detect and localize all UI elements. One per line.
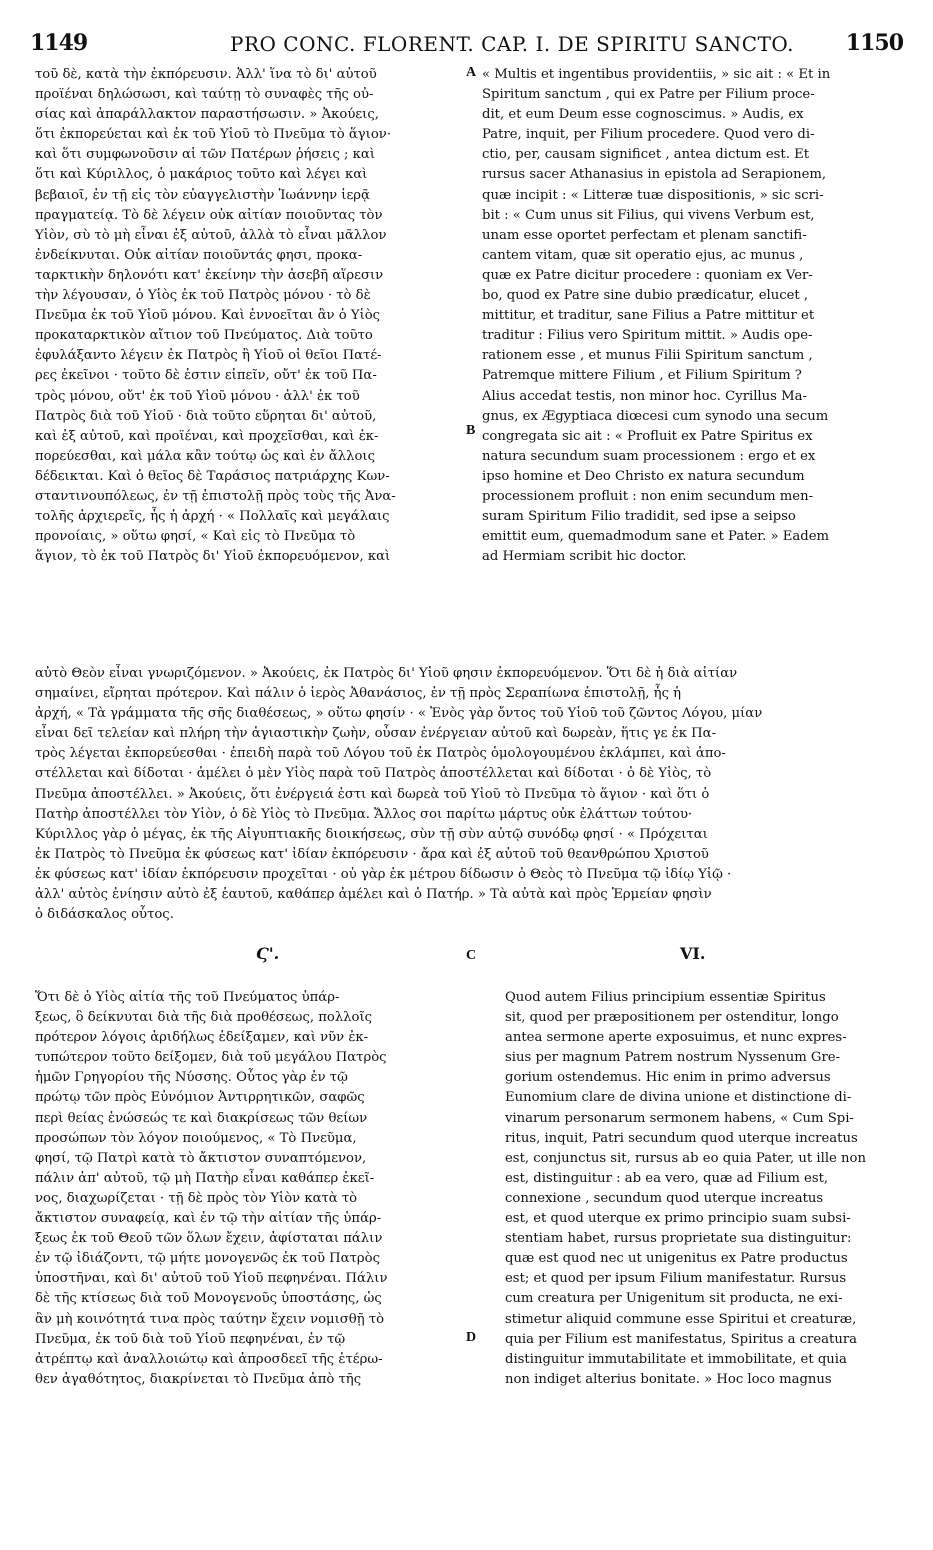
text-line: rursus sacer Athanasius in epistola ad Serapionem,: [482, 167, 827, 183]
greek-column-top: [35, 65, 463, 567]
text-line: gorium ostendemus. Hic enim in primo adversus: [505, 1070, 831, 1086]
text-line: ξεως ἐκ τοῦ Θεοῦ τῶν ὅλων ἔχειν, ἀφίσταται πάλιν: [35, 1231, 383, 1247]
text-line: Πνεῦμα ἐκ τοῦ Υἱοῦ μόνου. Καὶ ἐννοεῖται ἂν ὁ Υἱὸς: [35, 308, 381, 324]
text-line: traditur : Filius vero Spiritum mittit. » Audis ope-: [482, 328, 813, 344]
text-line: quia per Filium est manifestatus, Spiritus a creatura: [505, 1331, 857, 1347]
text-line: est, conjunctus sit, rursus ab eo quia Pater, ut ille non: [505, 1150, 866, 1166]
text-line: ὑποστῆναι, καὶ δι' αὐτοῦ τοῦ Υἱοῦ πεφηνέναι. Πάλιν: [35, 1271, 388, 1287]
text-line: τρὸς μόνου, οὔτ' ἐκ τοῦ Υἱοῦ μόνου · ἀλλ' ἐκ τοῦ: [35, 388, 360, 404]
text-line: bit : « Cum unus sit Filius, qui vivens Verbum est,: [482, 207, 815, 223]
text-line: Spiritum sanctum , qui ex Patre per Filium proce-: [482, 87, 815, 103]
text-line: τρὸς λέγεται ἐκπορεύεσθαι · ἐπειδὴ παρὰ τοῦ Λόγου τοῦ ἐκ Πατρὸς ὁμολογουμένου ἐκλάμπει, καὶ ἀπο-: [35, 746, 726, 762]
text-line: σταντινουπόλεως, ἐν τῇ ἐπιστολῇ πρὸς τοὺς τῆς Ἀνα-: [35, 488, 396, 504]
text-line: ταρκτικὴν δηλονότι κατ' ἐκείνην τὴν ἀσεβῆ αἵρεσιν: [35, 267, 384, 283]
text-line: ἀτρέπτῳ καὶ ἀναλλοιώτῳ καὶ ἀπροσδεεῖ τῆς ἑτέρω-: [35, 1351, 383, 1367]
text-line: αὐτὸ Θεὸν εἶναι γνωριζόμενον. » Ἀκούεις, ἐκ Πατρὸς δι' Υἱοῦ φησιν ἐκπορευόμενον. Ὅτι δὲ ἡ διὰ αἰτίαν: [35, 666, 738, 681]
text-line: ὁ διδάσκαλος οὗτος.: [35, 907, 174, 923]
text-line: suram Spiritum Filio tradidit, sed ipse a seipso: [482, 509, 796, 525]
text-line: προσώπων τὸν λόγον ποιούμενος, « Τὸ Πνεῦμα,: [35, 1130, 357, 1146]
page-number-left: 1149: [30, 30, 88, 56]
text-line: ἅγιον, τὸ ἐκ τοῦ Πατρὸς δι' Υἱοῦ ἐκπορευόμενον, καὶ: [35, 549, 391, 565]
text-line: βεβαιοῖ, ἐν τῇ εἰς τὸν εὐαγγελιστὴν Ἰωάννην ἱερᾷ: [35, 187, 370, 203]
text-line: ὅτι ἐκπορεύεται καὶ ἐκ τοῦ Υἱοῦ τὸ Πνεῦμα τὸ ἅγιον·: [35, 127, 392, 143]
text-line: Πνεῦμα, ἐκ τοῦ διὰ τοῦ Υἱοῦ πεφηνέναι, ἐν τῷ: [35, 1331, 346, 1347]
latin-column-bottom: [505, 988, 905, 1390]
text-line: δὲ τῆς κτίσεως διὰ τοῦ Μονογενοῦς ὑποστάσης, ὡς: [35, 1291, 382, 1307]
text-line: Quod autem Filius principium essentiæ Spiritus: [505, 990, 826, 1005]
text-line: ipso homine et Deo Christo ex natura secundum: [482, 468, 805, 484]
text-line: στέλλεται καὶ δίδοται · ἀμέλει ὁ μὲν Υἱὸς παρὰ τοῦ Πατρὸς ἀποστέλλεται καὶ δίδοται · ὁ δὲ Υἱὸς, τὸ: [35, 766, 712, 782]
text-line: ἐκ Πατρὸς τὸ Πνεῦμα ἐκ φύσεως κατ' ἰδίαν ἐκπόρευσιν · ἄρα καὶ ἐξ αὐτοῦ τοῦ θεανθρώπου Χριστοῦ: [35, 846, 709, 862]
text-line: νος, διαχωρίζεται · τῇ δὲ πρὸς τὸν Υἱὸν κατὰ τὸ: [35, 1190, 358, 1206]
text-line: sit, quod per præpositionem per ostenditur, longo: [505, 1010, 839, 1026]
text-line: stimetur aliquid commune esse Spiritui et creaturæ,: [505, 1311, 857, 1327]
text-line: προκαταρκτικὸν αἴτιον τοῦ Πνεύματος. Διὰ τοῦτο: [35, 328, 373, 344]
text-line: περὶ θείας ἑνώσεώς τε καὶ διακρίσεως τῶν θείων: [35, 1110, 368, 1126]
section-heading-latin: VI.: [680, 944, 706, 963]
text-line: τυπώτερον τοῦτο δείξομεν, διὰ τοῦ μεγάλου Πατρὸς: [35, 1050, 387, 1066]
text-line: vinarum personarum sermonem habens, « Cum Spi-: [505, 1110, 854, 1126]
text-line: ἡμῶν Γρηγορίου τῆς Νύσσης. Οὗτος γὰρ ἐν τῷ: [35, 1070, 348, 1086]
text-line: πρότερον λόγοις ἀριδήλως ἐδείξαμεν, καὶ νῦν ἐκ-: [35, 1030, 369, 1046]
text-line: ἄκτιστον συναφείᾳ, καὶ ἐν τῷ τὴν αἰτίαν τῆς ὑπάρ-: [35, 1211, 382, 1227]
text-line: καὶ ἐξ αὐτοῦ, καὶ προϊέναι, καὶ προχεῖσθαι, καὶ ἐκ-: [35, 428, 379, 444]
running-title: PRO CONC. FLORENT. CAP. I. DE SPIRITU SANCTO.: [230, 32, 795, 56]
text-line: πραγματείᾳ. Τὸ δὲ λέγειν οὐκ αἰτίαν ποιοῦντας τὸν: [35, 207, 383, 223]
text-line: τοῦ δὲ, κατὰ τὴν ἐκπόρευσιν. Ἀλλ' ἵνα τὸ δι' αὐτοῦ: [35, 67, 377, 82]
text-line: ἐκ φύσεως κατ' ἰδίαν ἐκπόρευσιν προχεῖται · οὐ γὰρ ἐκ μέτρου δίδωσιν ὁ Θεὸς τὸ Πνεῦμα τῷ ἰδίῳ Υἱῷ ·: [35, 866, 732, 882]
text-line: dit, et eum Deum esse cognoscimus. » Audis, ex: [482, 107, 804, 123]
text-line: τὴν λέγουσαν, ὁ Υἱὸς ἐκ τοῦ Πατρὸς μόνου · τὸ δὲ: [35, 288, 371, 304]
section-heading-greek: Ϛ'.: [256, 944, 280, 963]
page-number-right: 1150: [845, 30, 903, 56]
text-line: quæ ex Patre dicitur procedere : quoniam ex Ver-: [482, 267, 813, 283]
text-line: quæ est quod nec ut unigenitus ex Patre productus: [505, 1251, 848, 1267]
text-line: Alius accedat testis, non minor hoc. Cyrillus Ma-: [482, 388, 807, 404]
text-line: σίας καὶ ἀπαράλλακτον παραστήσωσιν. » Ἀκούεις,: [35, 107, 379, 123]
text-line: πορεύεσθαι, καὶ μάλα κἂν τούτῳ ὡς καὶ ἐν ἄλλοις: [35, 448, 375, 464]
text-line: προϊέναι δηλώσωσι, καὶ ταύτῃ τὸ συναφὲς τῆς οὐ-: [35, 87, 374, 103]
text-line: congregata sic ait : « Profluit ex Patre Spiritus ex: [482, 428, 813, 444]
text-line: ἐν τῷ ἰδιάζοντι, τῷ μήτε μονογενῶς ἐκ τοῦ Πατρὸς: [35, 1251, 380, 1267]
text-line: ad Hermiam scribit hic doctor.: [482, 549, 687, 565]
margin-letter-d: D: [466, 1330, 477, 1345]
text-line: non indiget alterius bonitate. » Hoc loco magnus: [505, 1371, 832, 1387]
text-line: Πατὴρ ἀποστέλλει τὸν Υἱὸν, ὁ δὲ Υἱὸς τὸ Πνεῦμα. Ἄλλος σοι παρίτω μάρτυς οὐκ ἐλάττων τούτου·: [35, 806, 693, 822]
text-line: εἶναι δεῖ τελείαν καὶ πλήρη τὴν ἁγιαστικὴν ζωὴν, οὖσαν ἐνέργειαν αὐτοῦ καὶ δωρεὰν, ἥτις γε ἐκ Πα-: [35, 726, 717, 742]
text-line: antea sermone aperte exposuimus, et nunc expres-: [505, 1030, 847, 1046]
text-line: unam esse oportet perfectam et plenam sanctifi-: [482, 227, 807, 243]
greek-full-width-text: [35, 664, 902, 925]
page-header: [30, 30, 903, 60]
text-line: stentiam habet, rursus proprietate sua distinguitur:: [505, 1231, 852, 1247]
text-line: distinguitur immutabilitate et immobilitate, et quia: [505, 1351, 847, 1367]
text-line: προνοίαις, » οὕτω φησί, « Καὶ εἰς τὸ Πνεῦμα τὸ: [35, 529, 356, 545]
text-line: Πατρὸς διὰ τοῦ Υἱοῦ · διὰ τοῦτο εὕρηται δι' αὐτοῦ,: [35, 408, 377, 424]
text-line: natura secundum suam processionem : ergo et ex: [482, 448, 816, 464]
margin-letter-c: C: [466, 948, 477, 963]
greek-column-bottom: [35, 988, 463, 1390]
text-line: quæ incipit : « Litteræ tuæ dispositionis, » sic scri-: [482, 187, 824, 203]
text-line: « Multis et ingentibus providentiis, » sic ait : « Et in: [482, 67, 831, 82]
text-line: τολῆς ἀρχιερεῖς, ἧς ἡ ἀρχή · « Πολλαῖς καὶ μεγάλαις: [35, 509, 390, 525]
margin-letter-a: A: [466, 65, 477, 80]
text-line: καὶ ὅτι συμφωνοῦσιν αἱ τῶν Πατέρων ῥήσεις ; καὶ: [35, 147, 376, 163]
text-line: ἐφυλάξαντο λέγειν ἐκ Πατρὸς ἢ Υἱοῦ οἱ θεῖοι Πατέ-: [35, 348, 382, 364]
text-line: ὅτι καὶ Κύριλλος, ὁ μακάριος τοῦτο καὶ λέγει καὶ: [35, 167, 368, 183]
text-line: bo, quod ex Patre sine dubio prædicatur, elucet ,: [482, 288, 809, 304]
text-line: mittitur, et traditur, sane Filius a Patre mittitur et: [482, 308, 815, 324]
text-line: emittit eum, quemadmodum sane et Pater. » Eadem: [482, 529, 830, 545]
text-line: Υἱὸν, σὺ τὸ μὴ εἶναι ἐξ αὐτοῦ, ἀλλὰ τὸ εἶναι μᾶλλον: [35, 227, 387, 243]
text-line: πρώτῳ τῶν πρὸς Εὐνόμιον Ἀντιρρητικῶν, σαφῶς: [35, 1090, 365, 1106]
text-line: ctio, per, causam significet , antea dictum est. Et: [482, 147, 810, 163]
text-line: Patre, inquit, per Filium procedere. Quod vero di-: [482, 127, 815, 143]
margin-letter-b: B: [466, 423, 476, 438]
text-line: φησί, τῷ Πατρὶ κατὰ τὸ ἄκτιστον συναπτόμενον,: [35, 1150, 367, 1166]
text-line: πάλιν ἀπ' αὐτοῦ, τῷ μὴ Πατὴρ εἶναι καθάπερ ἐκεῖ-: [35, 1170, 375, 1186]
text-line: Eunomium clare de divina unione et distinctione di-: [505, 1090, 852, 1106]
text-line: est; et quod per ipsum Filium manifestatur. Rursus: [505, 1271, 847, 1287]
text-line: Πνεῦμα ἀποστέλλει. » Ἀκούεις, ὅτι ἐνέργειά ἐστι καὶ δωρεὰ τοῦ Υἱοῦ τὸ Πνεῦμα τὸ ἅγιον · καὶ ὅτι ὁ: [35, 786, 710, 802]
text-line: sius per magnum Patrem nostrum Nyssenum Gre-: [505, 1050, 841, 1066]
text-line: cantem vitam, quæ sit operatio ejus, ac munus ,: [482, 247, 804, 263]
text-line: est, distinguitur : ab ea vero, quæ ad Filium est,: [505, 1170, 829, 1186]
latin-column-top: [482, 65, 902, 567]
text-line: Patremque mittere Filium , et Filium Spiritum ?: [482, 368, 802, 384]
text-line: ρες ἐκεῖνοι · τοῦτο δὲ ἐστιν εἰπεῖν, οὔτ' ἐκ τοῦ Πα-: [35, 368, 377, 384]
text-line: ἀρχή, « Τὰ γράμματα τῆς σῆς διαθέσεως, » οὕτω φησίν · « Ἑνὸς γὰρ ὄντος τοῦ Υἱοῦ τοῦ ζῶντος Λόγου, μίαν: [35, 706, 763, 722]
text-line: θεν ἀγαθότητος, διακρίνεται τὸ Πνεῦμα ἀπὸ τῆς: [35, 1371, 362, 1387]
text-line: rationem esse , et munus Filii Spiritum sanctum ,: [482, 348, 813, 364]
text-line: ξεως, ὃ δείκνυται διὰ τῆς διὰ προθέσεως, πολλοῖς: [35, 1010, 373, 1026]
text-line: cum creatura per Unigenitum sit producta, ne exi-: [505, 1291, 843, 1307]
text-line: Κύριλλος γὰρ ὁ μέγας, ἐκ τῆς Αἰγυπτιακῆς διοικήσεως, σὺν τῇ σὺν αὐτῷ συνόδῳ φησί · « Πρόχειται: [35, 826, 708, 842]
text-line: processionem profluit : non enim secundum men-: [482, 488, 814, 504]
text-line: connexione , secundum quod uterque increatus: [505, 1190, 824, 1206]
text-line: Ὅτι δὲ ὁ Υἱὸς αἰτία τῆς τοῦ Πνεύματος ὑπάρ-: [35, 990, 340, 1005]
text-line: ritus, inquit, Patri secundum quod uterque increatus: [505, 1130, 858, 1146]
text-line: gnus, ex Ægyptiaca diœcesi cum synodo una secum: [482, 408, 829, 424]
text-line: δέδεικται. Καὶ ὁ θεῖος δὲ Ταράσιος πατριάρχης Κων-: [35, 468, 390, 484]
text-line: ἐνδείκνυται. Οὐκ αἰτίαν ποιοῦντάς φησι, προκα-: [35, 247, 363, 263]
text-line: σημαίνει, εἴρηται πρότερον. Καὶ πάλιν ὁ ἱερὸς Ἀθανάσιος, ἐν τῇ πρὸς Σεραπίωνα ἐπιστολῇ, ἧς ἡ: [35, 686, 682, 702]
text-line: ἀλλ' αὐτὸς ἐνίησιν αὐτὸ ἐξ ἑαυτοῦ, καθάπερ ἀμέλει καὶ ὁ Πατήρ. » Τὰ αὐτὰ καὶ πρὸς Ἑρμείαν φησὶν: [35, 887, 712, 903]
text-line: ἂν μὴ κοινότητά τινα πρὸς ταύτην ἔχειν νομισθῇ τὸ: [35, 1311, 385, 1327]
text-line: est, et quod uterque ex primo principio suam subsi-: [505, 1211, 851, 1227]
